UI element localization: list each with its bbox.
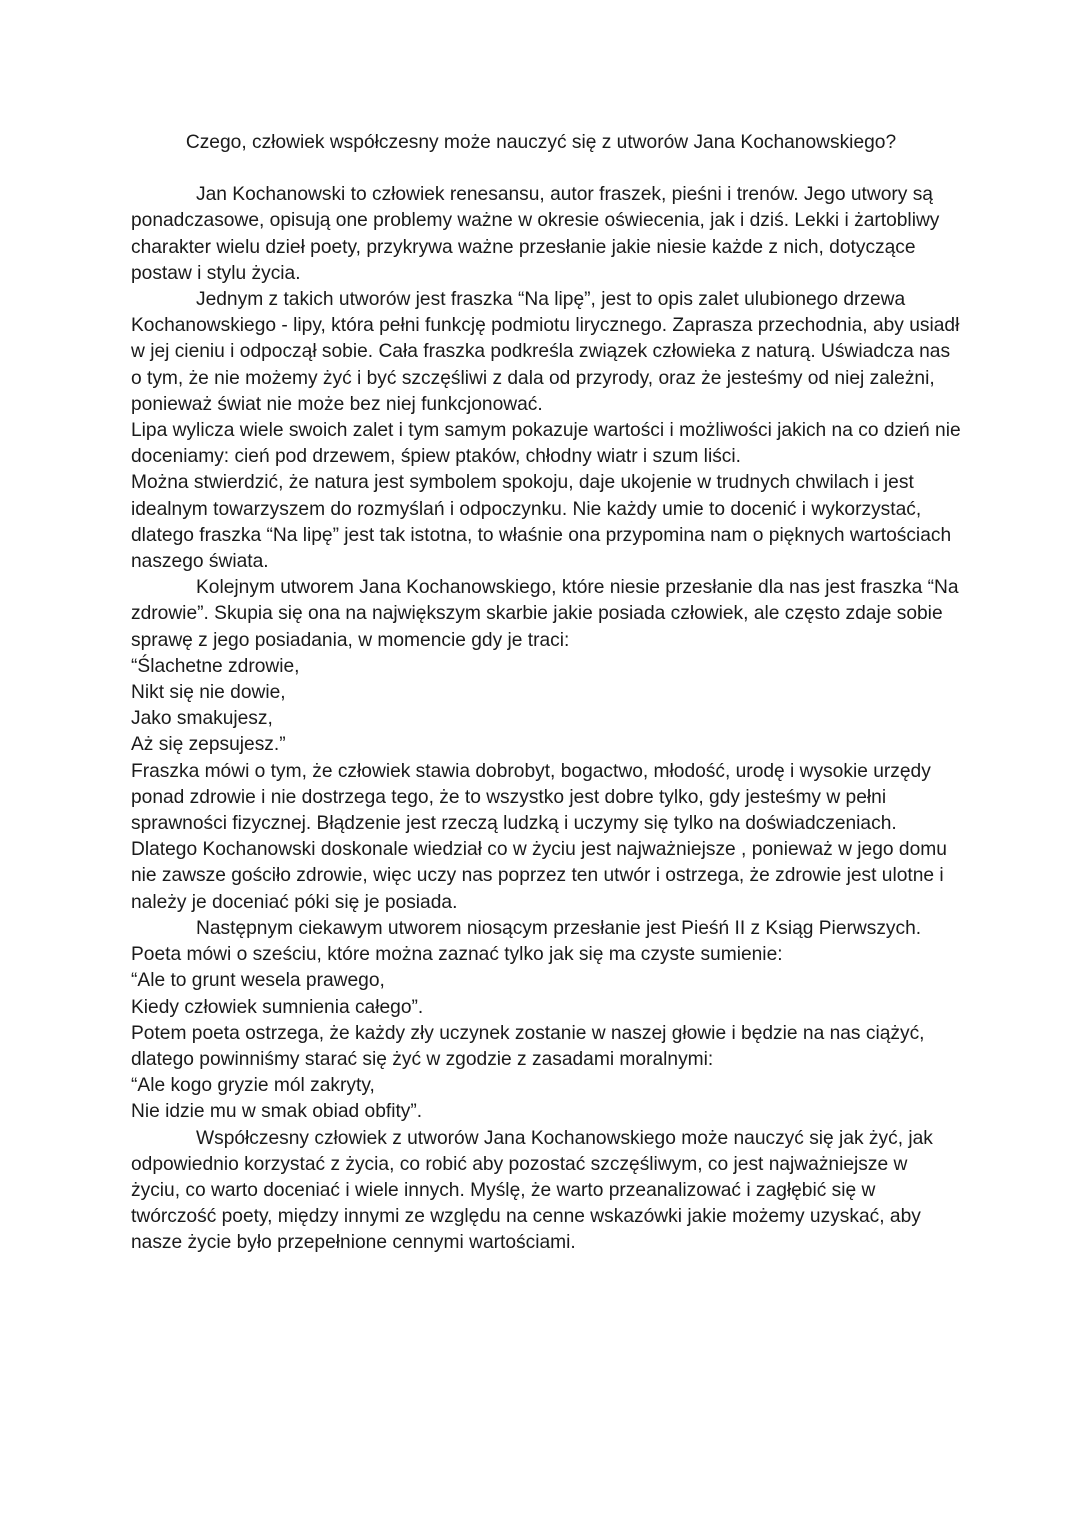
document-body — [131, 130, 961, 1257]
paragraph-na-zdrowie: Kolejnym utworem Jana Kochanowskiego, które niesie przesłanie dla nas jest fraszka “Na zdrowie”. Skupia się ona na największym skarbie jakie posiada człowiek, ale często zdaje sobie sprawę z jego posiadania, w momencie gdy je traci: — [131, 577, 959, 651]
quote-line: Nie idzie mu w smak obiad obfity”. — [131, 1101, 423, 1123]
paragraph-na-lipe-continued: Lipa wylicza wiele swoich zalet i tym samym pokazuje wartości i możliwości jakich na co dzień nie doceniamy: cień pod drzewem, śpiew ptaków, chłodny wiatr i szum liści. — [131, 420, 961, 468]
quote-line: Kiedy człowiek sumnienia całego”. — [131, 996, 424, 1018]
quote-line: “Ale kogo gryzie mól zakryty, — [131, 1075, 375, 1097]
paragraph-na-lipe-conclusion: Można stwierdzić, że natura jest symbolem spokoju, daje ukojenie w trudnych chwilach i jest idealnym towarzyszem do rozmyślań i odpoczynku. Nie każdy umie to docenić i wykorzystać, dlatego fraszka “Na lipę” jest tak istotna, to właśnie ona przypomina nam o pięknych wartościach naszego świata. — [131, 472, 952, 573]
paragraph-piesn-ii-continued: Potem poeta ostrzega, że każdy zły uczynek zostanie w naszej głowie i będzie na nas ciążyć, dlatego powinniśmy starać się żyć w zgodzie z zasadami moralnymi: — [131, 1022, 925, 1070]
quote-line: Jako smakujesz, — [131, 708, 273, 730]
paragraph-piesn-ii: Następnym ciekawym utworem niosącym przesłanie jest Pieśń II z Ksiąg Pierwszych. Poeta mówi o sześciu, które można zaznać tylko jak się ma czyste sumienie: — [131, 917, 922, 966]
quote-piesn-ii-second — [131, 1073, 961, 1125]
paragraph-na-lipe: Jednym z takich utworów jest fraszka “Na lipę”, jest to opis zalet ulubionego drzewa Kochanowskiego - lipy, która pełni funkcję podmiotu lirycznego. Zaprasza przechodnia, aby usiadł w jej cieniu i odpoczął sobie. Cała fraszka podkreśla związek człowieka z naturą. Uświadcza nas o tym, że nie możemy żyć i być szczęśliwi z dala od przyrody, oraz że jesteśmy od niej zależni, ponieważ świat nie może bez niej funkcjonować. — [131, 289, 960, 415]
paragraph-na-zdrowie-analysis: Fraszka mówi o tym, że człowiek stawia dobrobyt, bogactwo, młodość, urodę i wysokie urzędy ponad zdrowie i nie dostrzega tego, że to wszystko jest dobre tylko, gdy jesteśmy w pełni sprawności fizycznej. Błądzenie jest rzeczą ludzką i uczymy się tylko na doświadczeniach. Dlatego Kochanowski doskonale wiedział co w życiu jest najważniejsze , ponieważ w jego domu nie zawsze gościło zdrowie, więc uczy nas poprzez ten utwór i ostrzega, że zdrowie jest ulotne i należy je doceniać póki się je posiada. — [131, 760, 947, 913]
quote-line: “Ślachetne zdrowie, — [131, 655, 300, 677]
paragraph-conclusion: Współczesny człowiek z utworów Jana Kochanowskiego może nauczyć się jak żyć, jak odpowiednio korzystać z życia, co robić aby pozostać szczęśliwym, co jest najważniejsze w życiu, co warto doceniać i wiele innych. Myślę, że warto przeanalizować i zagłębić się w twórczość poety, między innymi ze względu na cenne wskazówki jakie możemy uzyskać, aby nasze życie było przepełnione cennymi wartościami. — [131, 1127, 933, 1254]
quote-line: Aż się zepsujesz.” — [131, 734, 286, 756]
quote-line: Nikt się nie dowie, — [131, 682, 286, 704]
document-title: Czego, człowiek współczesny może nauczyć się z utworów Jana Kochanowskiego? — [185, 132, 897, 153]
quote-na-zdrowie — [131, 654, 961, 759]
quote-piesn-ii-first — [131, 968, 961, 1020]
quote-line: “Ale to grunt wesela prawego, — [131, 970, 385, 992]
paragraph-intro: Jan Kochanowski to człowiek renesansu, autor fraszek, pieśni i trenów. Jego utwory są ponadczasowe, opisują one problemy ważne w okresie oświecenia, jak i dziś. Lekki i żartobliwy charakter wielu dzieł poety, przykrywa ważne przesłanie jakie niesie każde z nich, dotyczące postaw i stylu życia. — [131, 184, 940, 284]
